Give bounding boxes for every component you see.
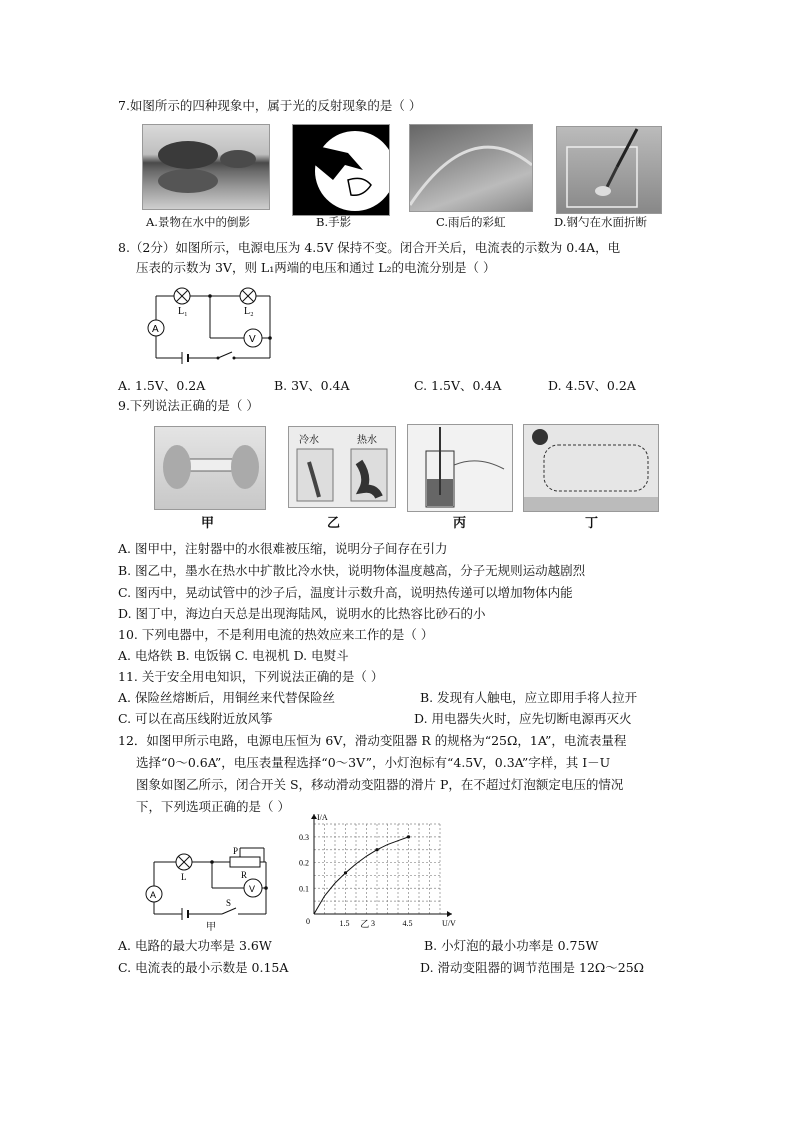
ammeter-label: A <box>152 324 159 335</box>
iu-point <box>375 848 378 851</box>
q12-option-b: B. 小灯泡的最小功率是 0.75W <box>424 938 599 953</box>
slider-p-label: P <box>233 846 239 856</box>
q9-label-jia: 甲 <box>201 516 215 531</box>
rheostat-label: R <box>241 870 248 880</box>
rainbow-photo <box>409 124 533 212</box>
iu-point <box>344 871 347 874</box>
q11-option-d: D. 用电器失火时，应先切断电源再灭火 <box>414 711 632 726</box>
q12-option-a: A. 电路的最大功率是 3.6W <box>118 938 272 953</box>
cold-water-label: 冷水 <box>299 435 319 446</box>
x-tick-label: 3 <box>371 919 375 928</box>
q7-caption-a: A.景物在水中的倒影 <box>146 215 250 229</box>
syringe-photo <box>154 426 266 510</box>
q8-option-b: B. 3V、0.4A <box>274 378 350 393</box>
hot-water-label: 热水 <box>357 435 377 446</box>
q9-option-b: B. 图乙中，墨水在热水中扩散比冷水快，说明物体温度越高，分子无规则运动越剧烈 <box>118 563 586 578</box>
q7-stem: 7.如图所示的四种现象中，属于光的反射现象的是（ ） <box>118 98 422 113</box>
x-tick-label: 4.5 <box>402 919 413 928</box>
q8-option-a: A. 1.5V、0.2A <box>118 378 206 393</box>
iu-graph <box>296 812 466 930</box>
q11-stem: 11. 关于安全用电知识，下列说法正确的是（ ） <box>118 669 384 684</box>
x-axis-label: U/V <box>442 919 456 928</box>
q12-option-c: C. 电流表的最小示数是 0.15A <box>118 960 289 975</box>
q12-stem-line2: 选择“0～0.6A”，电压表量程选择“0～3V”，小灯泡标有“4.5V，0.3A”字样，其 I－U <box>136 755 611 770</box>
l2-label: L₂ <box>244 306 254 317</box>
ammeter-label-2: A <box>150 890 157 900</box>
q10-options: A. 电烙铁 B. 电饭锅 C. 电视机 D. 电熨斗 <box>118 648 349 663</box>
y-tick-label: 0.3 <box>299 832 309 842</box>
q9-option-c: C. 图丙中，晃动试管中的沙子后，温度计示数升高，说明热传递可以增加物体内能 <box>118 585 573 600</box>
spoon-in-water-photo <box>556 126 662 214</box>
figure-yi-label: 乙 <box>360 920 370 930</box>
diffusion-beakers-photo <box>288 426 396 508</box>
x-tick-label: 1.5 <box>339 919 350 928</box>
q10-stem: 10. 下列电器中，不是利用电流的热效应来工作的是（ ） <box>118 627 434 642</box>
y-axis-label: I/A <box>317 813 328 822</box>
q8-stem-line2: 压表的示数为 3V，则 L₁两端的电压和通过 L₂的电流分别是（ ） <box>136 260 496 275</box>
y-tick-label: 0.2 <box>299 858 309 868</box>
switch-label: S <box>226 898 232 908</box>
q12-stem-line1: 12．如图甲所示电路，电源电压恒为 6V，滑动变阻器 R 的规格为“25Ω，1A”，电流表量程 <box>118 733 627 748</box>
voltmeter-label-2: V <box>249 884 256 894</box>
x-axis-arrow <box>447 911 452 917</box>
y-tick-label: 0.1 <box>299 884 309 894</box>
q12-circuit-diagram <box>140 842 270 932</box>
q9-label-bing: 丙 <box>453 516 467 531</box>
q8-option-c: C. 1.5V、0.4A <box>414 378 502 393</box>
q12-stem-line4: 下，下列选项正确的是（ ） <box>136 799 290 814</box>
q11-option-b: B. 发现有人触电，应立即用手将人拉开 <box>420 690 638 705</box>
test-tube-photo <box>407 424 513 512</box>
q9-option-a: A. 图甲中，注射器中的水很难被压缩，说明分子间存在引力 <box>118 541 448 556</box>
origin-label: 0 <box>306 917 310 926</box>
q12-option-d: D. 滑动变阻器的调节范围是 12Ω～25Ω <box>420 960 645 975</box>
q11-option-c: C. 可以在高压线附近放风筝 <box>118 711 273 726</box>
q9-label-ding: 丁 <box>585 516 599 531</box>
iu-point <box>407 835 410 838</box>
figure-jia-label: 甲 <box>206 922 216 932</box>
q8-circuit-diagram <box>138 284 278 368</box>
reflection-photo <box>142 124 270 210</box>
q8-stem-line1: 8.（2分）如图所示，电源电压为 4.5V 保持不变。闭合开关后，电流表的示数为 0.4A，电 <box>118 240 621 255</box>
lamp-label: L <box>181 872 187 882</box>
q7-caption-c: C.雨后的彩虹 <box>436 215 506 229</box>
q11-option-a: A. 保险丝熔断后，用铜丝来代替保险丝 <box>118 690 335 705</box>
q7-caption-d: D.钢勺在水面折断 <box>554 215 647 229</box>
q7-caption-b: B.手影 <box>316 215 352 229</box>
sea-breeze-diagram <box>523 424 659 512</box>
q9-option-d: D. 图丁中，海边白天总是出现海陆风，说明水的比热容比砂石的小 <box>118 606 486 621</box>
q9-label-yi: 乙 <box>327 516 341 531</box>
q9-stem: 9.下列说法正确的是（ ） <box>118 398 259 413</box>
hand-shadow-photo <box>292 124 390 216</box>
l1-label: L₁ <box>178 306 188 317</box>
voltmeter-label: V <box>249 334 256 345</box>
q12-stem-line3: 图象如图乙所示，闭合开关 S，移动滑动变阻器的滑片 P，在不超过灯泡额定电压的情况 <box>136 777 624 792</box>
q8-option-d: D. 4.5V、0.2A <box>548 378 636 393</box>
